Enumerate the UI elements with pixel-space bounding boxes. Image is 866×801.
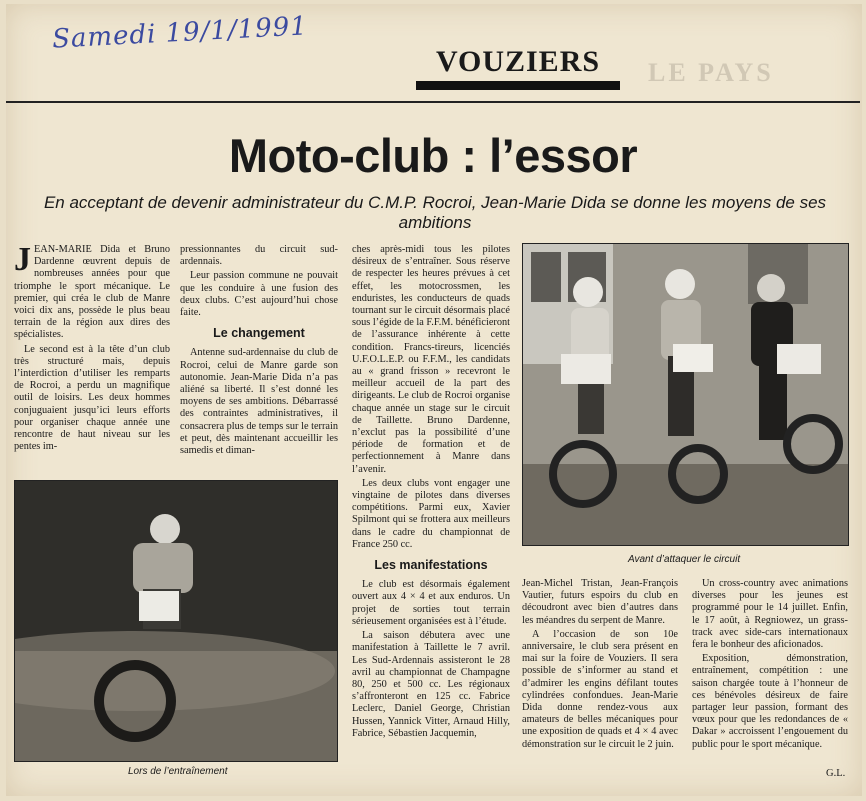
riders-illustration xyxy=(523,244,848,545)
paragraph: Leur passion commune ne pouvait que les conduire à une fusion des deux clubs. C’est aujourd’hui chose faite. xyxy=(180,270,338,319)
paragraph: Les deux clubs vont engager une vingtaine de pilotes dans diverses compétitions. Parmi eux, Xavier Spilmont qui se frottera aux meilleurs dans le cadre du championnat de France 250 cc. xyxy=(352,477,510,550)
masthead-bar xyxy=(416,81,620,90)
section-title: VOUZIERS xyxy=(435,45,601,78)
article-subheadline: En acceptant de devenir administrateur du C.M.P. Rocroi, Jean-Marie Dida se donne les moyens de ses ambitions xyxy=(43,193,827,232)
article-headline: Moto-club : l’essor xyxy=(228,129,638,182)
training-illustration xyxy=(15,481,337,761)
paragraph: Antenne sud-ardennaise du club de Rocroi, celui de Manre garde son autonomie. Jean-Marie Dida n’a pas aliéné sa liberté. Il s’est donné les moyens de ses ambitions. Débarrassé des contraintes administratives, il consacrera plus de temps sur le terrain et peut, dès maintenant accueillir les samedis et diman- xyxy=(180,347,338,457)
article-column-5 xyxy=(692,578,848,753)
section-heading: Les manifestations xyxy=(374,558,488,573)
article-column-2 xyxy=(180,244,338,459)
paragraph: EAN-MARIE Dida et Bruno Dardenne œuvrent depuis de nombreuses années pour que triomphe le sport mécanique. Le premier, qui créa le club de Manre voici dix ans, possède le plus beau terrain de la région aux dires des spécialistes. xyxy=(14,244,170,341)
paragraph: Le second est à la tête d’un club très structuré mais, depuis l’interdiction d’utiliser les remparts de Rocroi, a perdu un magnifique outil de loisirs. Les deux hommes conjuguaient jusqu’ici leurs efforts pour organiser chaque année une rencontre de haut niveau sur les pentes im- xyxy=(14,343,170,453)
bleed-through-text: LE PAYS xyxy=(648,58,774,87)
section-heading: Le changement xyxy=(213,326,305,341)
paragraph: pressionnantes du circuit sud-ardennais. xyxy=(180,244,338,268)
paragraph: Le club est désormais également ouvert aux 4 × 4 et aux enduros. Un projet de sorties tout terrain sérieusement organisées est à l’étude. xyxy=(352,579,510,627)
drop-cap: J xyxy=(14,241,31,278)
photo-caption: Avant d’attaquer le circuit xyxy=(628,554,741,565)
photo-caption: Lors de l’entraînement xyxy=(128,766,228,777)
section-masthead xyxy=(416,44,620,90)
training-photo xyxy=(14,480,338,762)
paragraph: Un cross-country avec animations diverses pour les jeunes est programmé pour le 14 juillet. Enfin, le 17 août, à Regniowez, un grass-track avec side-cars internationaux fera le bonheur des aficionados. xyxy=(692,578,848,651)
paragraph: Jean-Michel Tristan, Jean-François Vautier, futurs espoirs du club en découdront avec bien d’autres dans les méandres du serpent de Manre. xyxy=(522,578,678,626)
header-rule xyxy=(6,101,860,103)
riders-photo xyxy=(522,243,849,546)
paragraph: A l’occasion de son 10e anniversaire, le club sera présent en mai sur la foire de Vouziers. Il sera possible de s’informer au stand et d’admirer les engins défilant toutes cylindrées confondues. Jean-Marie Dida donne rendez-vous aux amateurs de belles mécaniques pour une exposition de quads et 4 × 4 avec démonstration sur le circuit le 2 juin. xyxy=(522,628,678,750)
handwritten-date: Samedi 19/1/1991 xyxy=(51,11,309,55)
article-column-3 xyxy=(352,244,510,742)
paragraph: ches après-midi tous les pilotes désireux de s’entraîner. Sous réserve de respecter les heures prévues à cet effet, les motocrossmen, les enduristes, les conducteurs de quads tournant sur le circuit désormais placé sous l’égide de la F.F.M. bénéficieront de l’assurance inhérente à cette condition. Francs-tireurs, licenciés U.F.O.L.E.P. ou F.F.M., les candidats au « grand frisson » recevront le meilleur accueil de la part des dirigeants. Le club de Rocroi organise chaque année un stage sur le circuit de Taillette. Bruno Dardenne, n’exclut pas la possibilité d’une période de formation et de perfectionnement à Manre dans l’avenir. xyxy=(352,244,510,475)
paragraph: La saison débutera avec une manifestation à Taillette le 7 avril. Les Sud-Ardennais assisteront le 28 avril au championnat de Champagne 80, 250 et 500 cc. Les régionaux s’affronteront en 125 cc. Fabrice Leclerc, Daniel George, Christian Hussen, Yannick Vitter, Arnaud Hilly, Fabrice, Sébastien Jacquemin, xyxy=(352,630,510,739)
author-signature: G.L. xyxy=(826,768,846,779)
paragraph: Exposition, démonstration, entraînement, compétition : une saison chargée toute à l’honneur de ces bénévoles désireux de faire partager leur passion, formant des vœux pour que les redondances de « Dakar » accroissent l’engouement du public pour le sport mécanique. xyxy=(692,653,848,750)
article-column-4 xyxy=(522,578,678,753)
article-column-1 xyxy=(14,241,170,455)
